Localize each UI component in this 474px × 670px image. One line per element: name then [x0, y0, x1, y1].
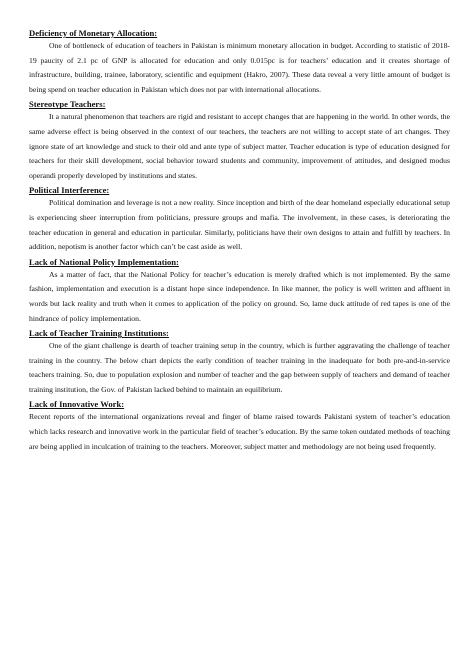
section-innovative-work	[29, 398, 450, 454]
section-heading: Stereotype Teachers:	[29, 99, 106, 110]
section-heading: Lack of Teacher Training Institutions:	[29, 328, 169, 339]
section-heading: Deficiency of Monetary Allocation:	[29, 28, 158, 38]
section-heading: Lack of Innovative Work:	[29, 399, 125, 410]
section-paragraph: One of the giant challenge is dearth of teacher training setup in the country, which is further aggravating the challenge of teacher training in the country. The below chart depicts the early condition of teacher training in the inadequate for both pre-and-in-service teachers training. So, due to population explosion and number of teacher and the gap between supply of teachers and demand of teacher training institution, the Gov. of Pakistan lacked behind to maintain an equilibrium.	[29, 341, 450, 394]
section-paragraph: It a natural phenomenon that teachers are rigid and resistant to accept changes that are happening in the world. In other words, the same adverse effect is being observed in the context of our teachers, the teachers are not willing to accept state of art changes. They ignore state of art knowledge and stuck to their old and ante type of subject matter. Teacher education is type of education designed for teachers for their skill development, social behavior toward students and community, improvement of attitudes, and designed modus operandi properly developed by institutions and states.	[29, 112, 450, 180]
section-training-institutions	[29, 327, 450, 397]
section-political-interference	[29, 184, 450, 254]
section-national-policy	[29, 256, 450, 326]
section-heading: Political Interference:	[29, 185, 110, 196]
section-stereotype-teachers	[29, 98, 450, 183]
section-heading: Lack of National Policy Implementation:	[29, 256, 179, 267]
section-paragraph: Political domination and leverage is not a new reality. Since inception and birth of the dear homeland especially educational setup is experiencing sheer interruption from politicians, pressure groups and mafia. The involvement, in these cases, is deteriorating the teacher education in general and education in particular. Similarly, politicians have their own designs to attain and fulfill by teachers. In addition, nepotism is another factor which can’t be cast aside as well.	[29, 198, 450, 252]
section-paragraph: One of bottleneck of education of teachers in Pakistan is minimum monetary allocation in budget. According to statistic of 2018-19 paucity of 2.1 pc of GNP is allocated for education and only 0.015pc is for teachers’ education and it creates shortage of infrastructure, building, trainee, laboratory, scientific and equipment (Hakro, 2007). These data reveal a very little amount of budget is being spend on teacher education in Pakistan which does not par with international allocations.	[29, 41, 450, 94]
section-paragraph: Recent reports of the international organizations reveal and finger of blame raised towards Pakistani system of teacher’s education which lacks research and innovative work in the particular field of teacher’s education. By the same token outdated methods of teaching are being applied in inculcation of training to the teachers. Moreover, subject matter and methodology are not being used frequently.	[29, 412, 450, 451]
section-monetary-allocation	[29, 27, 450, 97]
section-paragraph: As a matter of fact, that the National Policy for teacher’s education is merely drafted which is not implemented. By the same fashion, implementation and execution is a distant hope since independence. In like manner, the policy is well written and affluent in words but lack reality and truth when it comes to application of the policy on ground. So, lame duck attitude of red tapes is one of the hindrance of policy implementation.	[29, 269, 450, 323]
